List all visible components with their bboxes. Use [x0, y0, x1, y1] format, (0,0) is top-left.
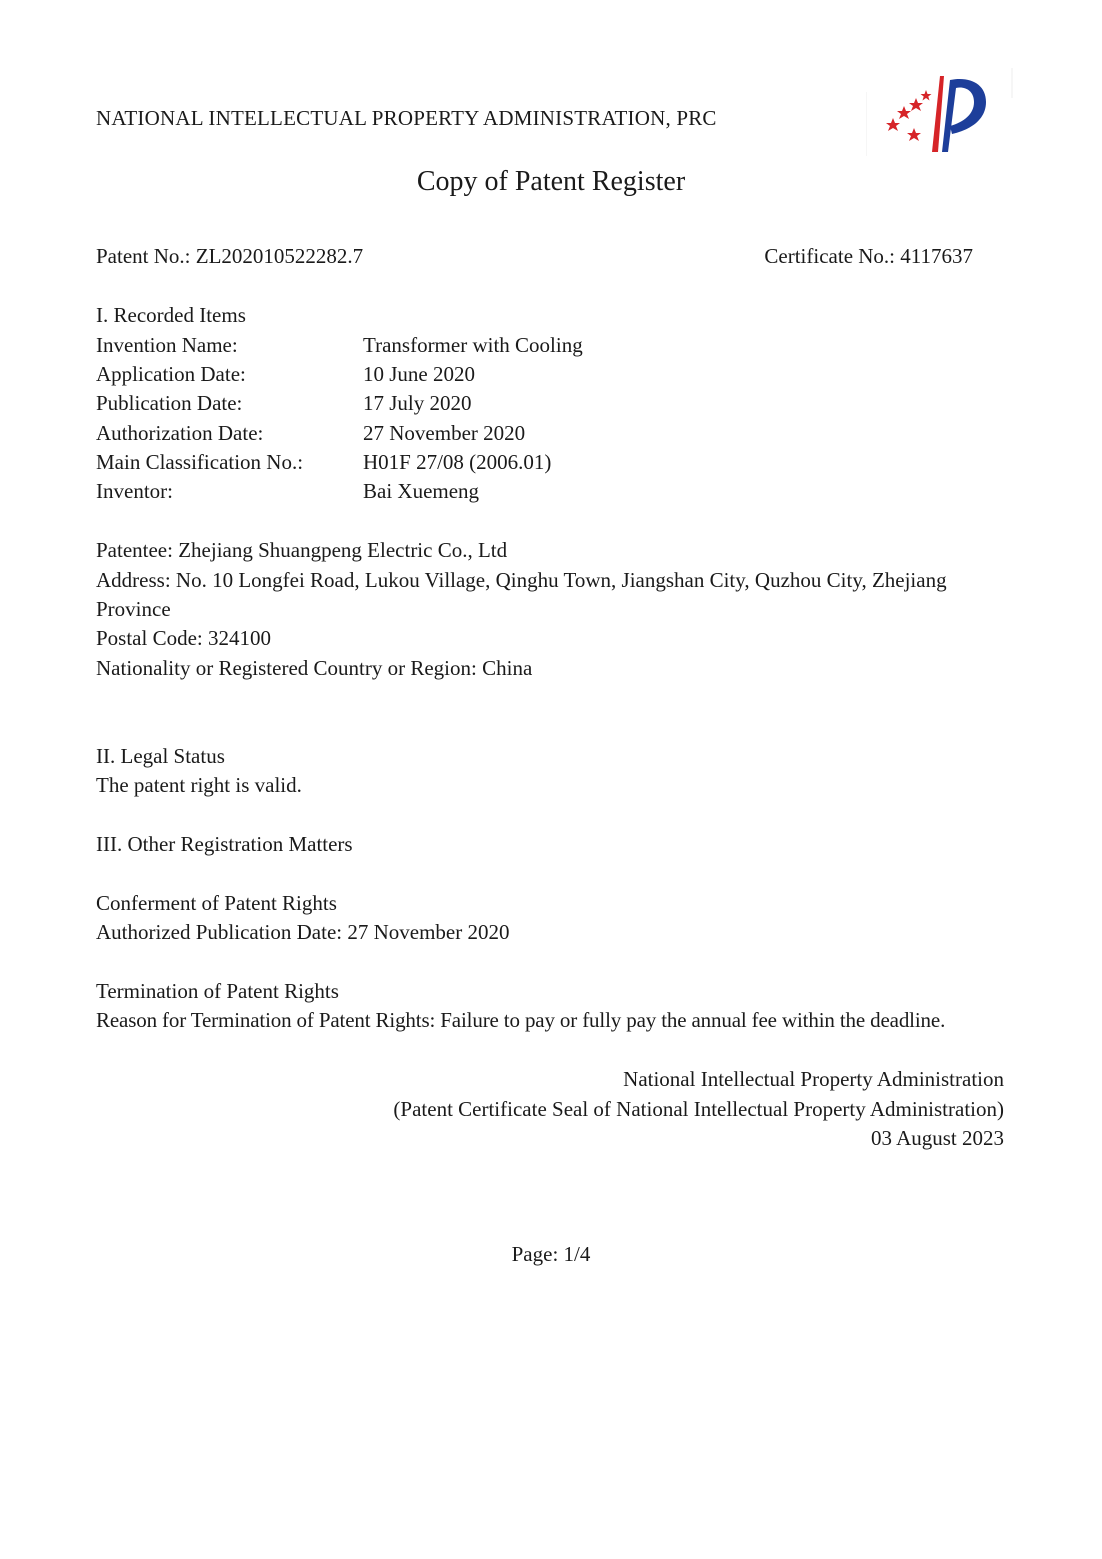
conferment-heading: Conferment of Patent Rights	[96, 891, 337, 915]
recorded-item-row	[0, 477, 1102, 505]
termination-text: Reason for Termination of Patent Rights: Failure to pay or fully pay the annual fee within the deadline.	[96, 1008, 946, 1032]
page-number: Page: 1/4	[511, 1242, 591, 1266]
item-label: Authorization Date:	[96, 421, 264, 445]
item-value: 27 November 2020	[363, 421, 526, 445]
signature-block	[393, 1065, 1004, 1154]
postal-code: Postal Code: 324100	[96, 626, 272, 650]
nationality: Nationality or Registered Country or Region: China	[96, 656, 533, 680]
item-label: Main Classification No.:	[96, 450, 304, 474]
recorded-item-row	[0, 331, 1102, 359]
signature-org: National Intellectual Property Administration	[623, 1067, 1004, 1091]
item-label: Application Date:	[96, 362, 246, 386]
signature-date: 03 August 2023	[870, 1126, 1004, 1150]
item-label: Publication Date:	[96, 391, 243, 415]
conferment-text: Authorized Publication Date: 27 November 2020	[96, 920, 510, 944]
patentee-address: Address: No. 10 Longfei Road, Lukou Village, Qinghu Town, Jiangshan City, Quzhou City, Zhejiang	[96, 568, 947, 592]
item-value: 10 June 2020	[363, 362, 475, 386]
patent-number: Patent No.: ZL202010522282.7	[96, 244, 364, 268]
agency-name: NATIONAL INTELLECTUAL PROPERTY ADMINISTRATION, PRC	[96, 106, 717, 130]
recorded-item-row	[0, 389, 1102, 417]
cnipa-logo-icon	[866, 68, 1016, 160]
document-title: Copy of Patent Register	[416, 166, 686, 197]
patentee-name: Patentee: Zhejiang Shuangpeng Electric Co., Ltd	[96, 538, 508, 562]
recorded-item-row	[0, 360, 1102, 388]
patentee-address-continued: Province	[96, 597, 171, 621]
recorded-item-row	[0, 419, 1102, 447]
other-matters-heading: III. Other Registration Matters	[96, 832, 353, 856]
termination-heading: Termination of Patent Rights	[96, 979, 339, 1003]
legal-status-heading: II. Legal Status	[96, 744, 225, 768]
recorded-items-heading: I. Recorded Items	[96, 303, 246, 327]
certificate-number: Certificate No.: 4117637	[764, 244, 973, 268]
signature-seal: (Patent Certificate Seal of National Intellectual Property Administration)	[393, 1096, 1004, 1121]
item-label: Invention Name:	[96, 333, 238, 357]
item-value: Transformer with Cooling	[363, 333, 583, 357]
item-value: 17 July 2020	[363, 391, 472, 415]
item-value: Bai Xuemeng	[363, 479, 480, 503]
legal-status-text: The patent right is valid.	[96, 773, 302, 797]
recorded-item-row	[0, 448, 1102, 476]
item-value: H01F 27/08 (2006.01)	[363, 450, 552, 474]
item-label: Inventor:	[96, 479, 173, 503]
